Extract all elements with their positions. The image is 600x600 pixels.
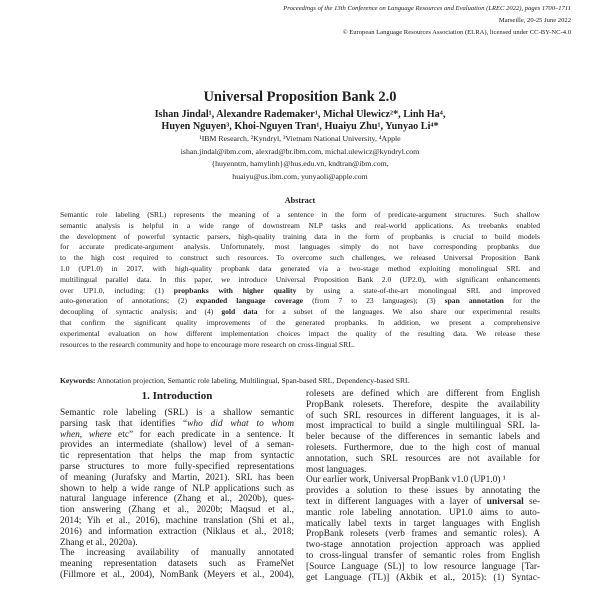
text-line: [60, 340, 540, 351]
right-column-text: [306, 389, 540, 583]
text-line: [60, 451, 294, 462]
text-line: [306, 573, 540, 584]
text-segment: natural language inference (Zhang et al., 2020b), ques-: [60, 494, 294, 505]
bold-text: expanded language coverage: [196, 296, 304, 306]
keywords-text: Annotation projection, Semantic role labeling, Multilingual, Span-based SRL, Dependency-based SRL: [95, 376, 410, 385]
text-segment: beler because of the differences in semantic labels and: [306, 432, 540, 443]
text-line: [60, 307, 540, 318]
text-line: [60, 538, 294, 549]
text-segment: matically label texts in target languages with English: [306, 518, 540, 529]
text-line: [60, 264, 540, 275]
authors-line-1: Ishan Jindal¹, Alexandre Rademaker¹, Michał Ulewicz²*, Linh Ha⁴,: [154, 109, 446, 120]
abstract-body: [60, 210, 540, 350]
bold-text: universal: [486, 496, 524, 507]
text-line: [306, 486, 540, 497]
text-segment: etc” for each predicate in a sentence. It: [111, 429, 294, 440]
text-segment: 2014; Yih et al., 2016), machine translation (Shi et al.,: [60, 515, 294, 526]
text-segment: annotation, such SRL resources are not available for: [306, 453, 540, 464]
text-line: [306, 465, 540, 476]
text-segment: rolesets. Furthermore, due to the high cost of manual: [306, 442, 540, 453]
left-column-text: [60, 408, 294, 581]
italic-text: when: [60, 429, 80, 440]
proceedings-line: Proceedings of the 13th Conference on Language Resources and Evaluation (LREC 2022), pages 1700–1711: [283, 5, 571, 12]
bold-text: gold data: [221, 307, 258, 317]
text-line: [60, 462, 294, 473]
text-line: [306, 443, 540, 454]
text-segment: for a subset of the languages. We also share our experimental results: [257, 307, 540, 317]
emails-line-3: huaiyu@us.ibm.com, yunyaoli@apple.com: [232, 171, 368, 181]
text-line: [60, 318, 540, 329]
text-segment: semantic analysis is helpful in a wide range of downstream NLP tasks and real-world applications. As treebanks enabled: [60, 220, 540, 230]
text-segment: shown to help a wide range of NLP applications such as: [60, 483, 294, 494]
conference-location: Marseille, 20-25 June 2022: [498, 17, 571, 24]
bold-text: span annotation: [444, 296, 504, 306]
text-segment: to cross-lingual transfer of semantic roles from English: [306, 550, 540, 561]
text-line: [60, 494, 294, 505]
text-line: [60, 570, 294, 581]
text-segment: by using a state-of-the-art monolingual SRL and improved: [296, 285, 540, 295]
text-line: [306, 529, 540, 540]
text-line: [60, 430, 294, 441]
text-segment: provides a solution to these issues by annotating the: [306, 486, 540, 497]
text-segment: that confirm the significant quality improvements of the generated propbanks. In addition, we present a comprehensive: [60, 317, 540, 327]
text-segment: Our earlier work, Universal PropBank v1.0 (UP1.0) ¹: [306, 475, 506, 486]
text-segment: meaning representation datasets such as FrameNet: [60, 559, 294, 570]
text-line: [60, 484, 294, 495]
text-line: [60, 221, 540, 232]
text-segment: text in different languages with a layer of: [306, 496, 487, 507]
text-segment: 1.0 (UP1.0) in 2017, with high-quality propbank data generated via a two-stage method exploiting monolingual SRL and: [60, 263, 540, 273]
text-segment: Semantic role labeling (SRL) represents the meaning of a sentence in the form of predicate-argument structures. Such shallow: [60, 210, 540, 219]
text-segment: multilingual parallel data. In this paper, we introduce Universal Proposition Bank 2.0 (UP2.0), with significant enhancements: [60, 274, 540, 284]
text-segment: provides an intermediate (shallow) level of a seman-: [60, 440, 294, 451]
text-segment: for accurate predicate-argument analysis. Unfortunately, most languages simply do not have corresponding propbanks due: [60, 242, 540, 252]
text-line: [306, 454, 540, 465]
text-segment: most impractical to build a single multilingual SRL la-: [306, 421, 540, 432]
emails-line-2: {huyenntm, hamylinh}@hus.edu.vn, kndtran@ibm.com,: [211, 159, 389, 168]
text-segment: (Fillmore et al., 2004), NomBank (Meyers et al., 2004),: [60, 569, 294, 580]
text-line: [60, 473, 294, 484]
text-line: [60, 286, 540, 297]
keywords-label: Keywords:: [60, 376, 96, 385]
text-segment: auto-generation of annotations; (2): [60, 296, 197, 306]
text-line: [60, 232, 540, 243]
text-segment: of meaning (Jurafsky and Martin, 2021). SRL has been: [60, 472, 294, 483]
text-line: [306, 562, 540, 573]
text-line: [60, 242, 540, 253]
text-line: [60, 419, 294, 430]
text-segment: rolesets are defined which are different from English: [306, 389, 540, 399]
keywords: [60, 376, 540, 385]
text-segment: (from 7 to 23 languages); (3): [303, 296, 445, 306]
text-segment: [Source Language (SL)] to low resource language [Tar-: [306, 561, 540, 572]
text-line: [60, 210, 540, 221]
text-line: [60, 527, 294, 538]
text-line: [60, 516, 294, 527]
text-line: [306, 540, 540, 551]
authors-line-2: Huyen Nguyen³, Khoi-Nguyen Tran¹, Huaiyu Zhu¹, Yunyao Li⁴*: [161, 121, 439, 132]
text-segment: experimental evaluation on how different implementation choices impact the quality of the resulting data. We release these: [60, 328, 540, 338]
text-line: [60, 408, 294, 419]
text-line: [306, 497, 540, 508]
license-line: © European Language Resources Association (ELRA), licensed under CC-BY-NC-4.0: [342, 29, 571, 36]
text-segment: 2016) and information extraction (Niklaus et al., 2018;: [60, 526, 294, 537]
text-line: [60, 296, 540, 307]
text-segment: mantic role labeling annotation. UP1.0 aims to auto-: [306, 507, 540, 518]
emails-line-1: ishan.jindal@ibm.com, alexrad@br.ibm.com, michal.ulewicz@kyndryl.com: [180, 146, 420, 156]
text-line: [306, 519, 540, 530]
text-segment: PropBank rolesets (verb frames and semantic roles). A: [306, 529, 540, 540]
text-segment: for the: [503, 296, 540, 306]
text-segment: parsing task that identifies “: [60, 418, 188, 429]
text-segment: over UP1.0, including: (1): [60, 285, 174, 295]
text-line: [60, 253, 540, 264]
text-line: [306, 475, 540, 486]
text-segment: Semantic role labeling (SRL) is a shallow semantic: [60, 408, 294, 418]
text-segment: resources to the research community and hope to encourage more research on cross-lingual SRL.: [60, 339, 355, 349]
text-segment: two-stage annotation projection approach was applied: [306, 540, 540, 551]
italic-text: who did what to whom: [187, 418, 294, 429]
abstract-heading: Abstract: [284, 196, 316, 205]
text-line: [306, 508, 540, 519]
text-line: [306, 389, 540, 400]
text-segment: se-: [523, 496, 540, 507]
text-segment: get Language (TL)] (Akbik et al., 2015): (1) Syntac-: [306, 572, 540, 583]
text-segment: to the high cost required to construct such resources. To overcome such challenges, we released Universal Proposition Bank: [60, 253, 540, 263]
text-segment: decoupling of syntactic analysis; and (4): [60, 307, 222, 317]
text-line: [60, 559, 294, 570]
bold-text: propbanks with higher quality: [173, 285, 297, 295]
text-segment: ,: [79, 429, 89, 440]
text-line: [60, 440, 294, 451]
text-segment: tic representation that helps the map from syntactic: [60, 451, 294, 462]
text-line: [306, 551, 540, 562]
text-segment: parse structures to more fully-specified representations: [60, 461, 294, 472]
text-segment: Zhang et al., 2020a).: [60, 537, 138, 548]
text-line: [60, 329, 540, 340]
paper-title: Universal Proposition Bank 2.0: [203, 89, 397, 105]
text-segment: most languages.: [306, 464, 367, 475]
text-segment: tion answering (Zhang et al., 2020b; Maqsud et al.,: [60, 505, 294, 516]
text-line: [60, 275, 540, 286]
text-line: [60, 548, 294, 559]
text-line: [306, 421, 540, 432]
text-segment: the development of powerful syntactic parsers, high-quality training data in the form of propbanks is crucial to build models: [60, 231, 540, 241]
affiliations: ¹IBM Research, ²Kyndryl, ³Vietnam National University, ⁴Apple: [199, 134, 401, 143]
text-line: [306, 432, 540, 443]
italic-text: where: [88, 429, 112, 440]
text-segment: of such SRL resources in different languages, it is al-: [306, 410, 540, 421]
text-segment: The increasing availability of manually annotated: [60, 548, 294, 559]
text-line: [60, 505, 294, 516]
text-line: [306, 400, 540, 411]
text-segment: PropBank rolesets. Therefore, despite the availability: [306, 399, 540, 410]
text-line: [306, 411, 540, 422]
section-heading-introduction: 1. Introduction: [141, 390, 213, 402]
